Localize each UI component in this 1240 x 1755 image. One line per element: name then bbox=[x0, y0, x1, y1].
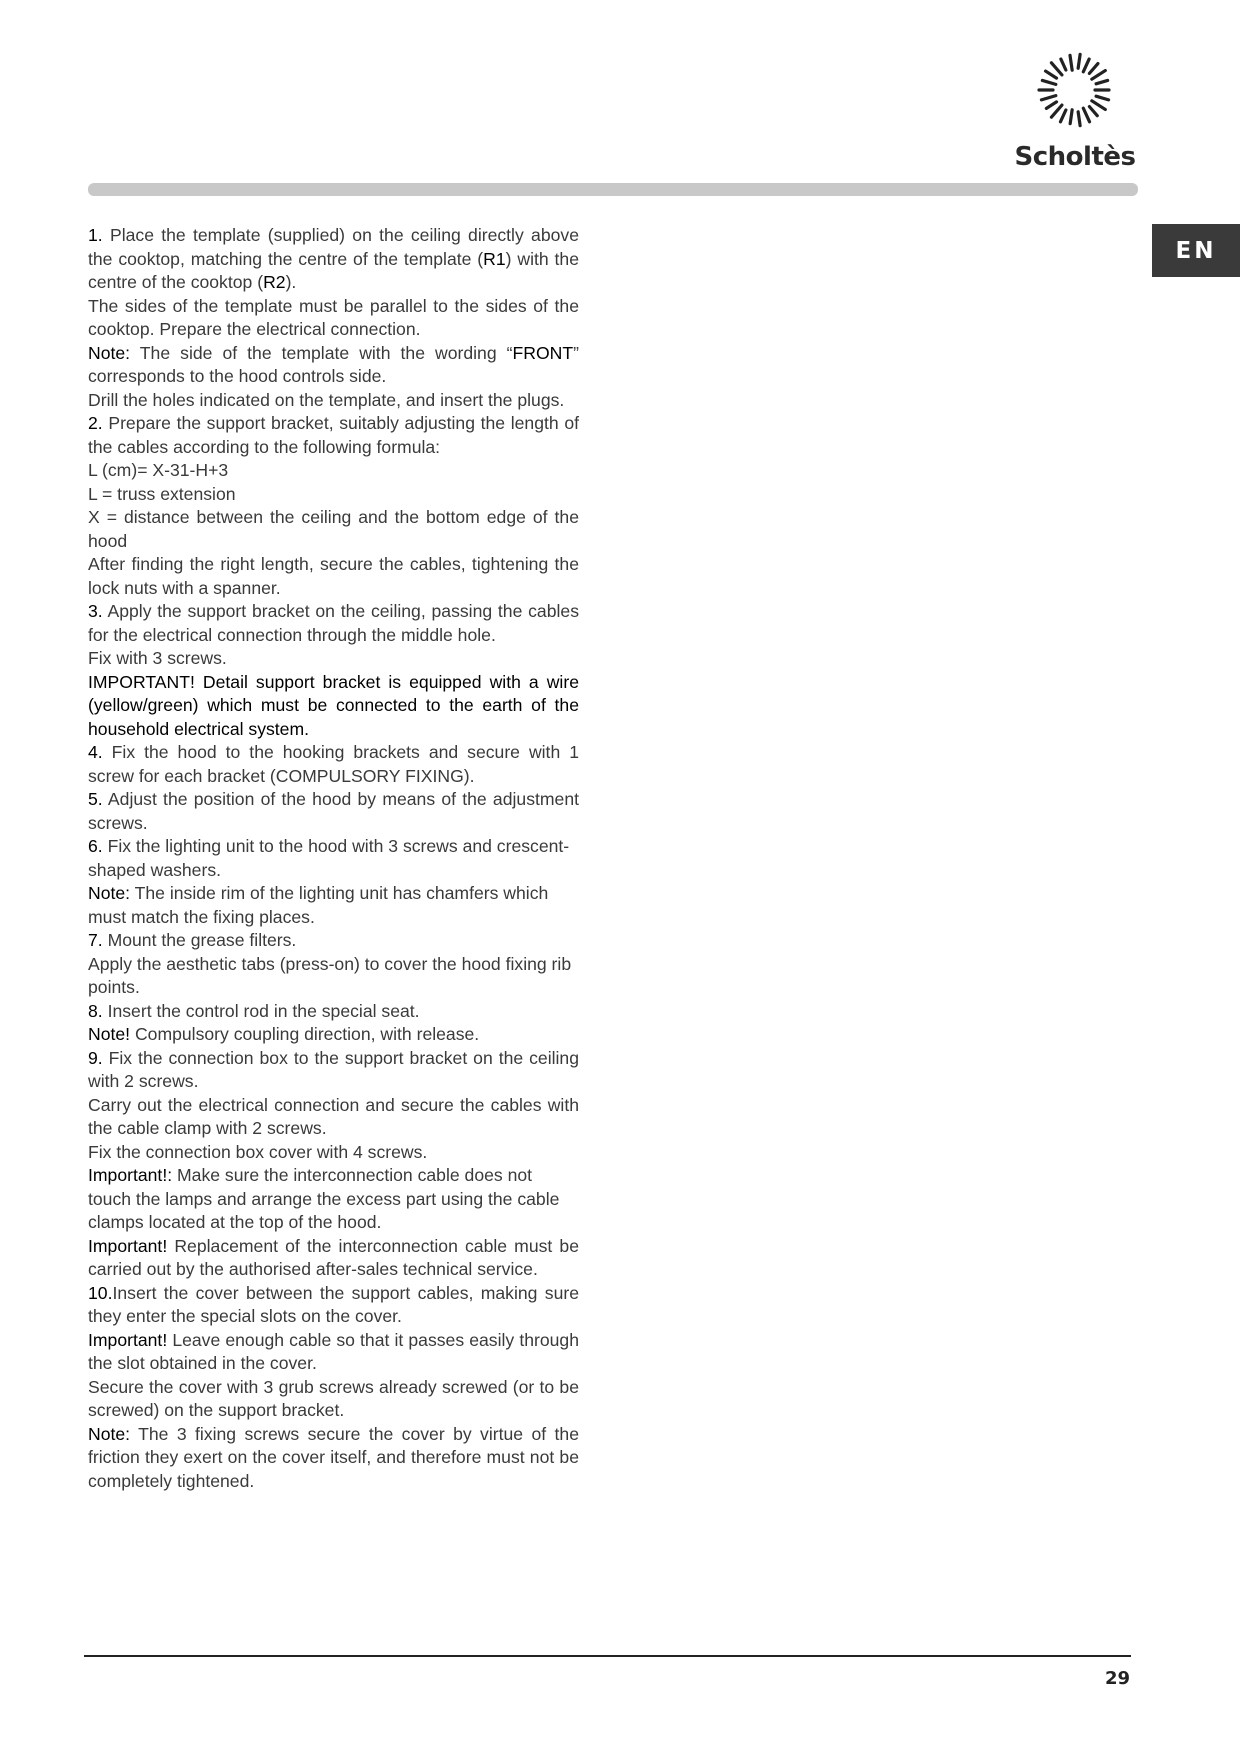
important-note: Important!: Make sure the interconnection cable does not touch the lamps and arrange the excess part using the cable clamps located at the top of the hood. bbox=[88, 1165, 560, 1232]
note: Note: The inside rim of the lighting unit has chamfers which must match the fixing places. bbox=[88, 883, 549, 927]
step-7: 7. Mount the grease filters. bbox=[88, 930, 297, 950]
step-number: 7. bbox=[88, 930, 103, 950]
note: Note! Compulsory coupling direction, with release. bbox=[88, 1024, 480, 1044]
brand-name: Scholtès bbox=[1014, 142, 1136, 172]
important-note: Important! Leave enough cable so that it passes easily through the slot obtained in the cover. bbox=[88, 1329, 579, 1373]
note-label: Note: bbox=[88, 883, 131, 903]
page-number: 29 bbox=[1104, 1668, 1130, 1689]
brand-logo bbox=[1010, 50, 1140, 175]
ref-r1: R1 bbox=[483, 248, 506, 269]
step-number: 4. bbox=[88, 742, 103, 762]
front-label: FRONT bbox=[512, 342, 574, 363]
step-6: 6. Fix the lighting unit to the hood with 3 screws and crescent-shaped washers. bbox=[88, 836, 570, 880]
paragraph: Apply the aesthetic tabs (press-on) to cover the hood fixing rib points. bbox=[88, 953, 572, 997]
step-number: 8. bbox=[88, 1000, 103, 1021]
step-10: 10.Insert the cover between the support cables, making sure they enter the special slots on the cover. bbox=[88, 1282, 579, 1326]
step-number: 1. bbox=[88, 225, 103, 245]
instructions-column bbox=[88, 224, 579, 1493]
step-9: 9. Fix the connection box to the support bracket on the ceiling with 2 screws. bbox=[88, 1047, 579, 1091]
step-number: 6. bbox=[88, 836, 103, 856]
note-label: Note! bbox=[88, 1024, 131, 1044]
step-2: 2. Prepare the support bracket, suitably adjusting the length of the cables according to the following formula: bbox=[88, 413, 579, 457]
important-note: Important! Replacement of the interconnection cable must be carried out by the authorised after-sales technical service. bbox=[88, 1235, 579, 1279]
step-3: 3. Apply the support bracket on the ceiling, passing the cables for the electrical connection through the middle hole. bbox=[88, 601, 579, 645]
ref-r2: R2 bbox=[263, 272, 286, 292]
step-4: 4. Fix the hood to the hooking brackets and secure with 1 screw for each bracket (COMPULSORY FIXING). bbox=[88, 742, 579, 786]
paragraph: After finding the right length, secure the cables, tightening the lock nuts with a spanner. bbox=[88, 554, 579, 598]
important-warning: IMPORTANT! Detail support bracket is equipped with a wire (yellow/green) which must be connected to the earth of the household electrical system. bbox=[88, 671, 579, 739]
header-rule bbox=[88, 183, 1138, 196]
step-1: 1. Place the template (supplied) on the ceiling directly above the cooktop, matching the centre of the template (R1) with the centre of the cooktop (R2). bbox=[88, 225, 579, 292]
important-label: Important! bbox=[88, 1235, 168, 1256]
paragraph: Drill the holes indicated on the template, and insert the plugs. bbox=[88, 389, 565, 410]
paragraph: Secure the cover with 3 grub screws already screwed (or to be screwed) on the support bracket. bbox=[88, 1376, 579, 1420]
formula-definition: X = distance between the ceiling and the bottom edge of the hood bbox=[88, 507, 579, 551]
formula: L (cm)= X-31-H+3 bbox=[88, 460, 229, 480]
important-label: Important!: bbox=[88, 1165, 173, 1185]
note-label: Note: bbox=[88, 342, 131, 363]
formula-definition: L = truss extension bbox=[88, 483, 236, 504]
note: Note: The 3 fixing screws secure the cover by virtue of the friction they exert on the cover itself, and therefore must not be completely tightened. bbox=[88, 1423, 579, 1491]
important-label: Important! bbox=[88, 1329, 168, 1350]
step-5: 5. Adjust the position of the hood by means of the adjustment screws. bbox=[88, 789, 579, 833]
paragraph: The sides of the template must be parallel to the sides of the cooktop. Prepare the electrical connection. bbox=[88, 295, 579, 339]
sun-rays-icon bbox=[1035, 50, 1115, 130]
paragraph: Fix with 3 screws. bbox=[88, 648, 227, 668]
note-label: Note: bbox=[88, 1423, 131, 1444]
paragraph: Fix the connection box cover with 4 screws. bbox=[88, 1141, 428, 1162]
step-number: 3. bbox=[88, 601, 103, 621]
step-number: 5. bbox=[88, 789, 103, 809]
footer-rule bbox=[84, 1655, 1131, 1657]
step-number: 9. bbox=[88, 1047, 103, 1068]
step-number: 10. bbox=[88, 1282, 113, 1303]
paragraph: Carry out the electrical connection and secure the cables with the cable clamp with 2 screws. bbox=[88, 1094, 579, 1138]
note: Note: The side of the template with the wording “FRONT” corresponds to the hood controls side. bbox=[88, 342, 579, 386]
language-tab: EN bbox=[1152, 224, 1240, 277]
step-number: 2. bbox=[88, 413, 103, 433]
step-8: 8. Insert the control rod in the special seat. bbox=[88, 1000, 420, 1021]
